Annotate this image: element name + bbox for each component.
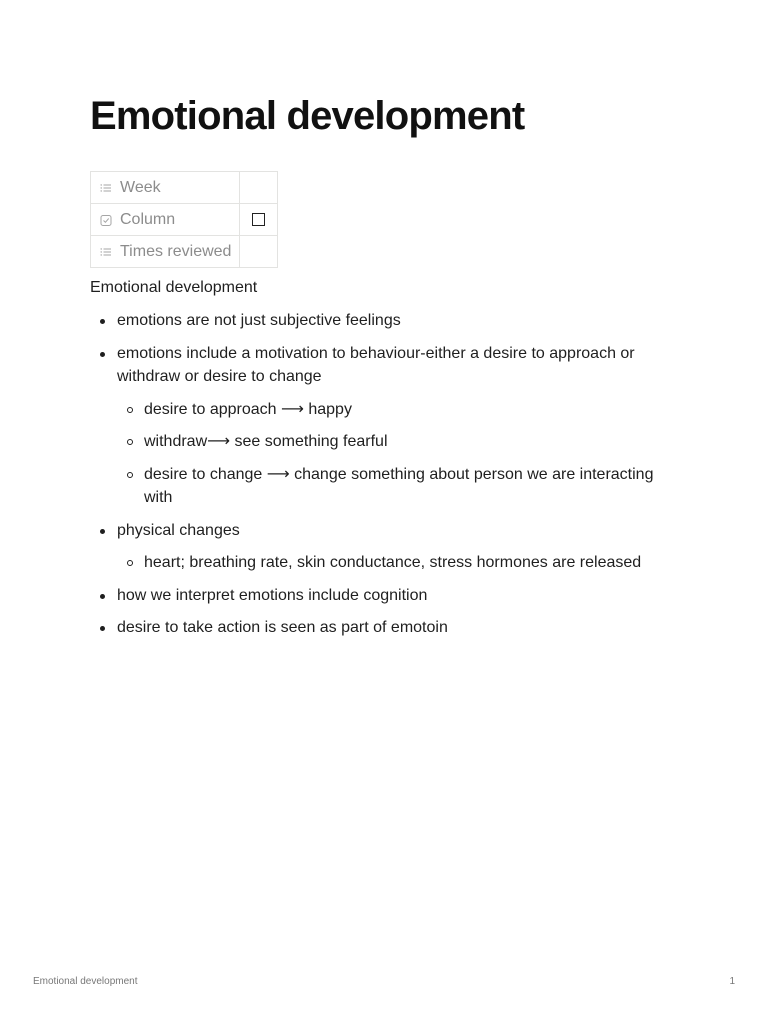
column-checkbox[interactable] (252, 213, 265, 226)
property-row-week[interactable] (91, 172, 278, 204)
sub-list-item: withdraw⟶ see something fearful (117, 430, 670, 454)
property-label: Week (120, 178, 161, 196)
section-heading: Emotional development (90, 279, 258, 296)
sub-list-item: desire to approach ⟶ happy (117, 398, 670, 422)
property-value-week[interactable] (240, 172, 278, 204)
list-item: physical changes heart; breathing rate, skin conductance, stress hormones are released (90, 519, 670, 575)
list-icon (100, 246, 112, 258)
footer-title: Emotional development (33, 976, 138, 987)
property-label: Times reviewed (120, 242, 232, 260)
notes-list (90, 309, 670, 649)
property-row-column[interactable] (91, 204, 278, 236)
page-number: 1 (729, 976, 735, 987)
sub-list-item: heart; breathing rate, skin conductance, stress hormones are released (117, 551, 670, 575)
sub-list-item: desire to change ⟶ change something about person we are interacting with (117, 463, 670, 510)
property-value-times-reviewed[interactable] (240, 236, 278, 268)
list-item: emotions include a motivation to behaviour-either a desire to approach or withdraw or desire to change desire to approach ⟶ happy withdraw⟶ see something fearful desire to change ⟶ change something about person we are interacting with (90, 342, 670, 510)
page-title: Emotional development (90, 94, 525, 138)
list-item: emotions are not just subjective feelings (90, 309, 670, 333)
list-item: desire to take action is seen as part of emotoin (90, 616, 670, 640)
list-icon (100, 182, 112, 194)
properties-table (90, 171, 278, 268)
property-label: Column (120, 210, 176, 228)
list-item: how we interpret emotions include cognition (90, 584, 670, 608)
property-row-times-reviewed[interactable] (91, 236, 278, 268)
checkbox-icon (100, 214, 112, 226)
